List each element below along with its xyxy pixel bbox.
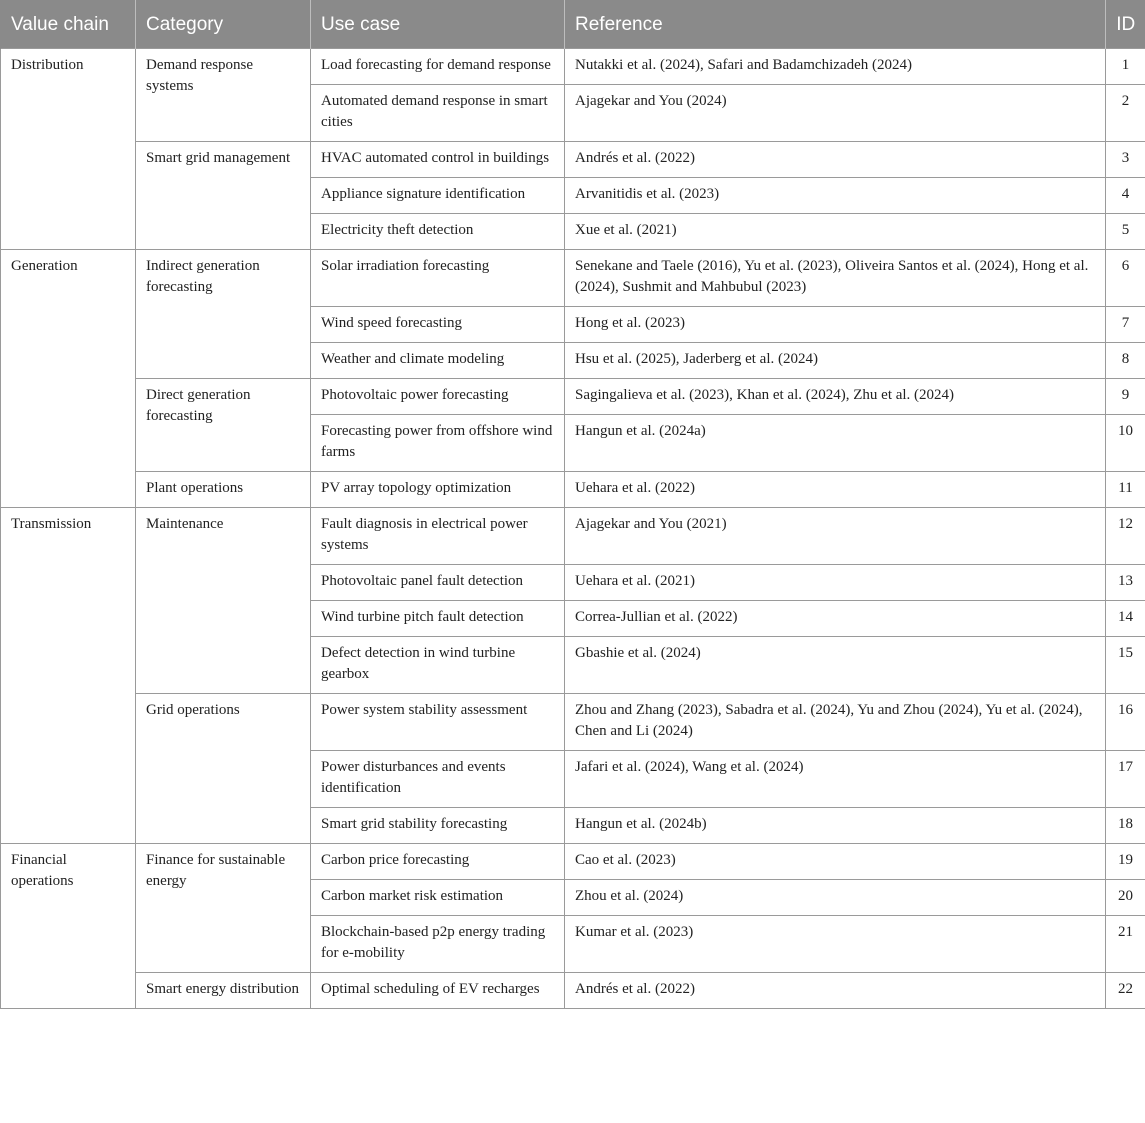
id-cell: 17 [1106, 751, 1145, 808]
category-cell: Finance for sustainable energy [136, 844, 311, 973]
use-case-cell: Defect detection in wind turbine gearbox [311, 637, 565, 694]
table-row [1, 49, 1145, 85]
use-case-cell: Weather and climate modeling [311, 343, 565, 379]
id-cell: 16 [1106, 694, 1145, 751]
reference-cell: Hsu et al. (2025), Jaderberg et al. (2024) [565, 343, 1106, 379]
category-cell: Grid operations [136, 694, 311, 844]
reference-cell: Kumar et al. (2023) [565, 916, 1106, 973]
id-cell: 9 [1106, 379, 1145, 415]
id-cell: 18 [1106, 808, 1145, 844]
value-chain-cell: Transmission [1, 508, 136, 844]
table-row [1, 508, 1145, 565]
id-cell: 13 [1106, 565, 1145, 601]
reference-cell: Nutakki et al. (2024), Safari and Badamchizadeh (2024) [565, 49, 1106, 85]
use-case-cell: Fault diagnosis in electrical power systems [311, 508, 565, 565]
header-category: Category [136, 0, 311, 49]
category-cell: Direct generation forecasting [136, 379, 311, 472]
use-case-cell: Carbon market risk estimation [311, 880, 565, 916]
reference-cell: Hangun et al. (2024b) [565, 808, 1106, 844]
use-case-cell: Wind speed forecasting [311, 307, 565, 343]
use-case-cell: Solar irradiation forecasting [311, 250, 565, 307]
table-row [1, 142, 1145, 178]
use-case-cell: Power disturbances and events identification [311, 751, 565, 808]
use-case-cell: Optimal scheduling of EV recharges [311, 973, 565, 1009]
header-value-chain: Value chain [1, 0, 136, 49]
category-cell: Indirect generation forecasting [136, 250, 311, 379]
reference-cell: Jafari et al. (2024), Wang et al. (2024) [565, 751, 1106, 808]
value-chain-cell: Generation [1, 250, 136, 508]
reference-cell: Andrés et al. (2022) [565, 973, 1106, 1009]
header-id: ID [1106, 0, 1145, 49]
use-case-cell: Photovoltaic power forecasting [311, 379, 565, 415]
reference-cell: Correa-Jullian et al. (2022) [565, 601, 1106, 637]
category-cell: Plant operations [136, 472, 311, 508]
value-chain-cell: Financial operations [1, 844, 136, 1009]
reference-cell: Cao et al. (2023) [565, 844, 1106, 880]
table-body [1, 49, 1145, 1009]
use-case-cell: Wind turbine pitch fault detection [311, 601, 565, 637]
id-cell: 10 [1106, 415, 1145, 472]
reference-cell: Hong et al. (2023) [565, 307, 1106, 343]
category-cell: Demand response systems [136, 49, 311, 142]
use-case-cell: Electricity theft detection [311, 214, 565, 250]
id-cell: 4 [1106, 178, 1145, 214]
use-case-cell: HVAC automated control in buildings [311, 142, 565, 178]
category-cell: Maintenance [136, 508, 311, 694]
id-cell: 20 [1106, 880, 1145, 916]
reference-cell: Andrés et al. (2022) [565, 142, 1106, 178]
id-cell: 21 [1106, 916, 1145, 973]
id-cell: 12 [1106, 508, 1145, 565]
use-case-cell: Appliance signature identification [311, 178, 565, 214]
table-header [1, 0, 1145, 49]
id-cell: 11 [1106, 472, 1145, 508]
use-case-cell: Photovoltaic panel fault detection [311, 565, 565, 601]
use-case-cell: Power system stability assessment [311, 694, 565, 751]
use-case-cell: Forecasting power from offshore wind farms [311, 415, 565, 472]
use-case-cell: Automated demand response in smart cities [311, 85, 565, 142]
id-cell: 8 [1106, 343, 1145, 379]
use-case-cell: Load forecasting for demand response [311, 49, 565, 85]
header-row [1, 0, 1145, 49]
table-row [1, 694, 1145, 751]
table-row [1, 472, 1145, 508]
id-cell: 19 [1106, 844, 1145, 880]
id-cell: 3 [1106, 142, 1145, 178]
category-cell: Smart energy distribution [136, 973, 311, 1009]
reference-cell: Zhou and Zhang (2023), Sabadra et al. (2024), Yu and Zhou (2024), Yu et al. (2024), Chen and Li (2024) [565, 694, 1106, 751]
use-case-cell: PV array topology optimization [311, 472, 565, 508]
id-cell: 1 [1106, 49, 1145, 85]
id-cell: 6 [1106, 250, 1145, 307]
id-cell: 7 [1106, 307, 1145, 343]
id-cell: 14 [1106, 601, 1145, 637]
reference-cell: Xue et al. (2021) [565, 214, 1106, 250]
use-case-cell: Blockchain-based p2p energy trading for e-mobility [311, 916, 565, 973]
reference-cell: Uehara et al. (2021) [565, 565, 1106, 601]
reference-cell: Sagingalieva et al. (2023), Khan et al. (2024), Zhu et al. (2024) [565, 379, 1106, 415]
reference-cell: Uehara et al. (2022) [565, 472, 1106, 508]
table-row [1, 973, 1145, 1009]
reference-cell: Ajagekar and You (2021) [565, 508, 1106, 565]
reference-cell: Gbashie et al. (2024) [565, 637, 1106, 694]
reference-cell: Arvanitidis et al. (2023) [565, 178, 1106, 214]
use-case-cell: Carbon price forecasting [311, 844, 565, 880]
id-cell: 5 [1106, 214, 1145, 250]
id-cell: 2 [1106, 85, 1145, 142]
reference-cell: Senekane and Taele (2016), Yu et al. (2023), Oliveira Santos et al. (2024), Hong et al. (2024), Sushmit and Mahbubul (2023) [565, 250, 1106, 307]
value-chain-cell: Distribution [1, 49, 136, 250]
category-cell: Smart grid management [136, 142, 311, 250]
header-reference: Reference [565, 0, 1106, 49]
id-cell: 22 [1106, 973, 1145, 1009]
table-row [1, 379, 1145, 415]
reference-cell: Zhou et al. (2024) [565, 880, 1106, 916]
reference-cell: Hangun et al. (2024a) [565, 415, 1106, 472]
header-use-case: Use case [311, 0, 565, 49]
table-row [1, 844, 1145, 880]
use-case-cell: Smart grid stability forecasting [311, 808, 565, 844]
reference-cell: Ajagekar and You (2024) [565, 85, 1106, 142]
table-row [1, 250, 1145, 307]
id-cell: 15 [1106, 637, 1145, 694]
